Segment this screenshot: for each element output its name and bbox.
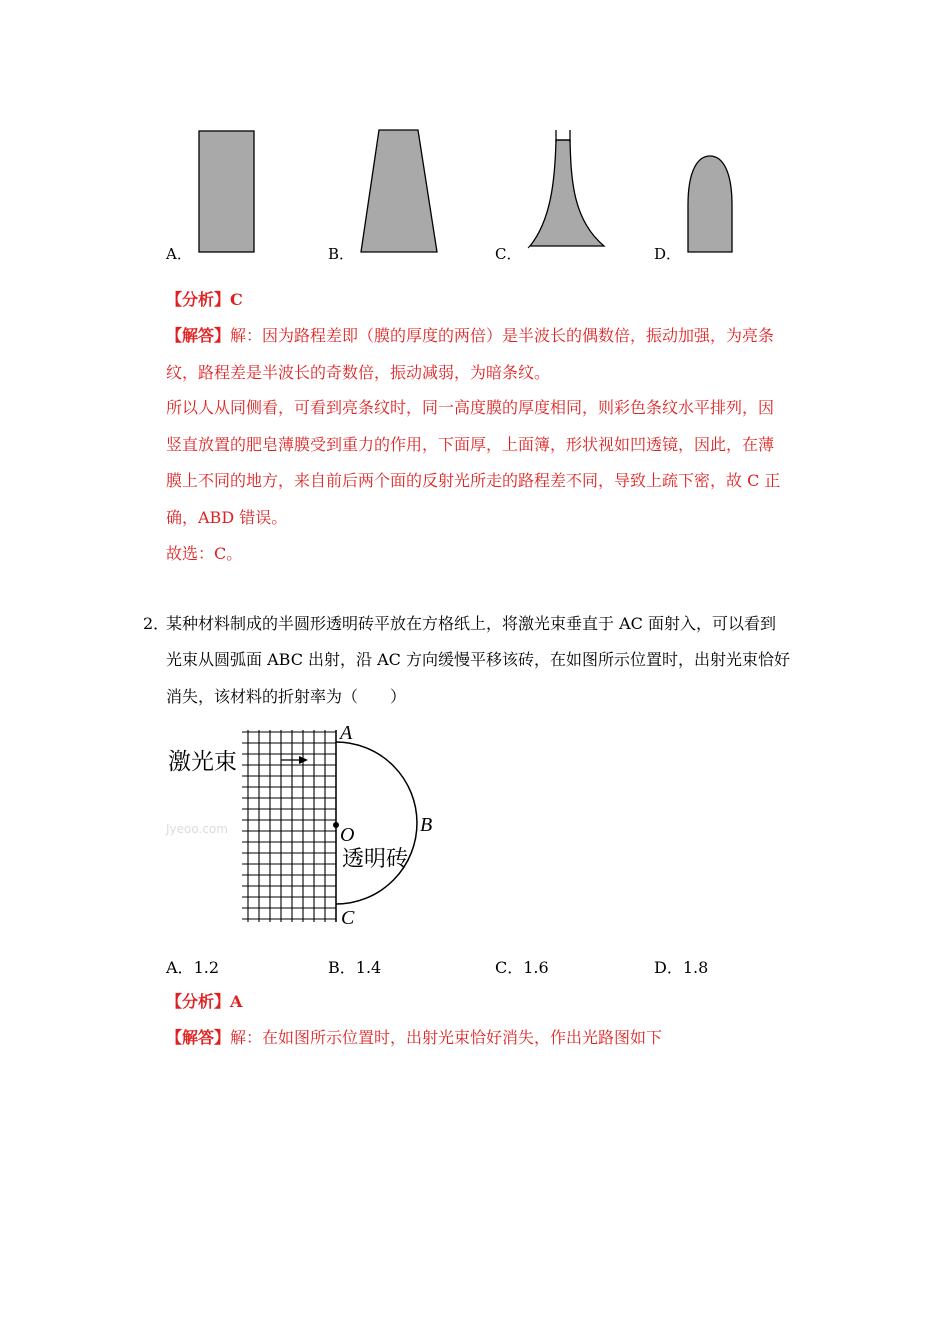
grid-paper <box>242 730 336 922</box>
analysis-answer: C <box>230 290 243 309</box>
choice-letter: D． <box>654 958 683 977</box>
point-b-label: B <box>420 814 433 836</box>
laser-label: 激光束 <box>168 749 237 775</box>
q1-answer-line-5: 膜上不同的地方，来自前后两个面的反射光所走的路程差不同，导致上疏下密，故 C 正 <box>166 471 781 490</box>
choice-value: 1.6 <box>523 958 549 977</box>
answer-tag: 【解答】 <box>166 1028 231 1047</box>
point-c-label: C <box>341 907 355 929</box>
point-a-label: A <box>340 722 353 744</box>
q2-number: 2． <box>143 614 170 633</box>
choice-value: 1.2 <box>193 958 220 977</box>
choice-letter: C． <box>495 958 524 977</box>
q2-stem-line-1: 某种材料制成的半圆形透明砖平放在方格纸上，将激光束垂直于 AC 面射入，可以看到 <box>166 614 776 633</box>
q1-option-c-label: C． <box>495 245 522 263</box>
q1-option-a-label: A． <box>166 245 192 263</box>
analysis-tag: 【分析】 <box>166 992 231 1011</box>
choice-value: 1.8 <box>682 958 709 977</box>
center-point-o <box>333 822 339 828</box>
q2-choice-a[interactable] <box>166 955 219 978</box>
analysis-tag: 【分析】 <box>166 290 231 309</box>
q1-option-d-label: D． <box>654 245 682 263</box>
q1-answer-line-6: 确，ABD 错误。 <box>166 508 288 527</box>
q2-stem-line-3: 消失，该材料的折射率为（ ） <box>166 687 407 706</box>
q1-answer-line-2: 纹，路程差是半波长的奇数倍，振动减弱，为暗条纹。 <box>166 363 551 382</box>
q1-analysis <box>166 287 243 310</box>
point-o-label: O <box>340 824 355 846</box>
q1-option-figures <box>0 0 950 270</box>
choice-value: 1.4 <box>355 958 382 977</box>
flared-film-shape <box>528 130 604 248</box>
q2-answer-line <box>166 1025 662 1048</box>
q1-answer-line-4: 竖直放置的肥皂薄膜受到重力的作用，下面厚，上面簿，形状视如凹透镜，因此，在薄 <box>166 435 775 454</box>
q1-option-b-label: B． <box>328 245 355 263</box>
q2-analysis <box>166 989 242 1012</box>
q1-answer-line-1 <box>166 323 774 346</box>
q2-choice-b[interactable] <box>328 955 381 978</box>
trapezoid-film-shape <box>361 130 437 252</box>
bullet-film-shape <box>688 156 732 252</box>
q1-answer-line-7: 故选：C。 <box>166 544 243 563</box>
rectangle-film-shape <box>199 131 254 252</box>
analysis-answer: A <box>230 992 243 1011</box>
q2-figure <box>160 715 460 935</box>
choice-letter: B． <box>328 958 356 977</box>
answer-text: 解：在如图所示位置时，出射光束恰好消失，作出光路图如下 <box>230 1028 663 1047</box>
q1-answer-line-3: 所以人从同侧看，可看到亮条纹时，同一高度膜的厚度相同，则彩色条纹水平排列，因 <box>166 398 775 417</box>
watermark: Jyeoo.com <box>166 822 228 836</box>
semicircle-brick <box>336 742 417 904</box>
answer-tag: 【解答】 <box>166 326 231 345</box>
q2-stem-line-2: 光束从圆弧面 ABC 出射，沿 AC 方向缓慢平移该砖，在如图所示位置时，出射光束恰好 <box>166 650 790 669</box>
brick-label: 透明砖 <box>342 847 409 872</box>
choice-letter: A． <box>166 958 194 977</box>
q2-choice-d[interactable] <box>654 955 708 978</box>
answer-text: 解：因为路程差即（膜的厚度的两倍）是半波长的偶数倍，振动加强，为亮条 <box>230 326 775 345</box>
q2-choice-c[interactable] <box>495 955 549 978</box>
